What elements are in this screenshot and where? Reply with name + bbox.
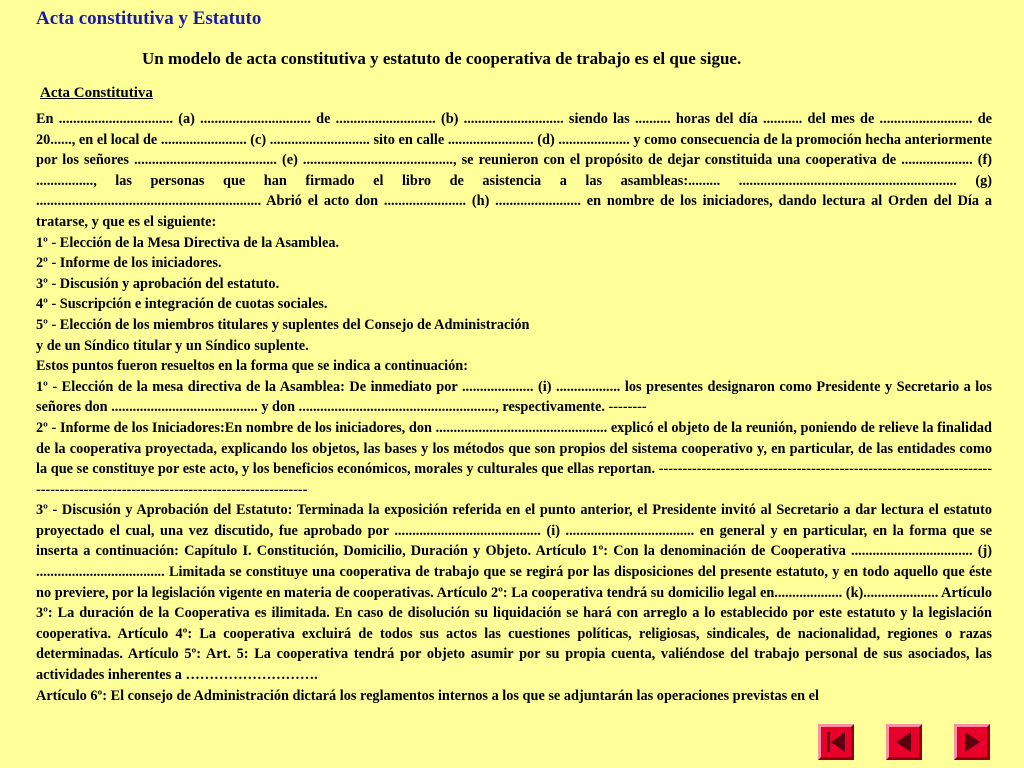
section-heading: Acta Constitutiva: [40, 85, 153, 101]
next-slide-icon: [957, 727, 987, 757]
agenda-item-5-continued: y de un Síndico titular y un Síndico suplente.: [36, 337, 309, 354]
previous-slide-button[interactable]: [886, 724, 922, 760]
resolution-point-2: 2º - Informe de los Iniciadores:En nombre de los iniciadores, don ................................................ explicó el objeto de la reunión, poniendo de relieve la finalidad de la cooperativa proyectada, explicando los objetos, las bases y los métodos que son propios del sistema cooperativo y, en particular, de las entidades como la que se constituye por este acto, y los beneficios económicos, morales y culturales que ellas reportan. -------------------------------------------------------------------------------------------------------------------------------: [36, 419, 992, 498]
article-6-paragraph: Artículo 6º: El consejo de Administración dictará los reglamentos internos a los que se adjuntarán las operaciones previstas en el: [36, 687, 819, 704]
first-slide-icon: [821, 727, 851, 757]
page-subtitle: Un modelo de acta constitutiva y estatuto de cooperativa de trabajo es el que sigue.: [142, 49, 742, 68]
resolution-point-1: 1º - Elección de la mesa directiva de la Asamblea: De inmediato por .................... (i) .................. los presentes designaron como Presidente y Secretario a los señores don ......................................... y don ......................................................., respectivamente. --------: [36, 378, 992, 416]
resolution-point-3: 3º - Discusión y Aprobación del Estatuto: Terminada la exposición referida en el punto anterior, el Presidente invitó al Secretario a dar lectura el estatuto proyectado el cual, una vez discutido, fue aprobado por ......................................... (i) .................................... en general y en particular, en la forma que se inserta a continuación: Capítulo I. Constitución, Domicilio, Duración y Objeto. Artículo 1º: Con la denominación de Cooperativa .................................. (j) .................................... Limitada se constituye una cooperativa de trabajo que se regirá por las disposiciones del presente estatuto, y en todo aquello que éste no previere, por la legislación vigente en materia de cooperativas. Artículo 2º: La cooperativa tendrá su domicilio legal en................... (k)..................... Artículo 3º: La duración de la Cooperativa es ilimitada. En caso de disolución su liquidación se hará con arreglo a lo establecido por este estatuto y la legislación cooperativa. Artículo 4º: La cooperativa excluirá de todos sus actos las cuestiones políticas, religiosas, sindicales, de nacionalidad, regiones o razas determinadas. Artículo 5º: Art. 5: La cooperativa tendrá por objeto asumir por su propia cuenta, valiéndose del trabajo personal de sus asociados, las actividades inherentes a ……………………….: [36, 502, 992, 684]
first-slide-button[interactable]: [818, 724, 854, 760]
intro-paragraph: En ................................ (a) ............................... de ............................ (b) ............................ siendo las .......... horas del día ........... del mes de .......................... de 20......, en el local de ........................ (c) ............................ sito en calle ........................ (d) .................... y como consecuencia de la promoción hecha anteriormente por los señores ........................................ (e) .........................................., se reunieron con el propósito de dejar constituida una cooperativa de .................... (f) ................, las personas que han firmado el libro de asistencia a las asambleas:......... ............................................................. (g) ............................................................... Abrió el acto don ....................... (h) ........................ en nombre de los iniciadores, dando lectura al Orden del Día a tratarse, y que es el siguiente:: [36, 111, 992, 230]
next-slide-button[interactable]: [954, 724, 990, 760]
agenda-item-5: 5º - Elección de los miembros titulares y suplentes del Consejo de Administración: [36, 316, 530, 333]
document-body: [36, 109, 992, 706]
agenda-item-1: 1º - Elección de la Mesa Directiva de la Asamblea.: [36, 234, 340, 251]
agenda-item-2: 2º - Informe de los iniciadores.: [36, 255, 222, 272]
previous-slide-icon: [889, 727, 919, 757]
agenda-item-3: 3º - Discusión y aprobación del estatuto.: [36, 275, 280, 292]
page-title: Acta constitutiva y Estatuto: [36, 8, 262, 29]
agenda-item-4: 4º - Suscripción e integración de cuotas sociales.: [36, 296, 328, 313]
resolution-intro: Estos puntos fueron resueltos en la forma que se indica a continuación:: [36, 358, 468, 375]
